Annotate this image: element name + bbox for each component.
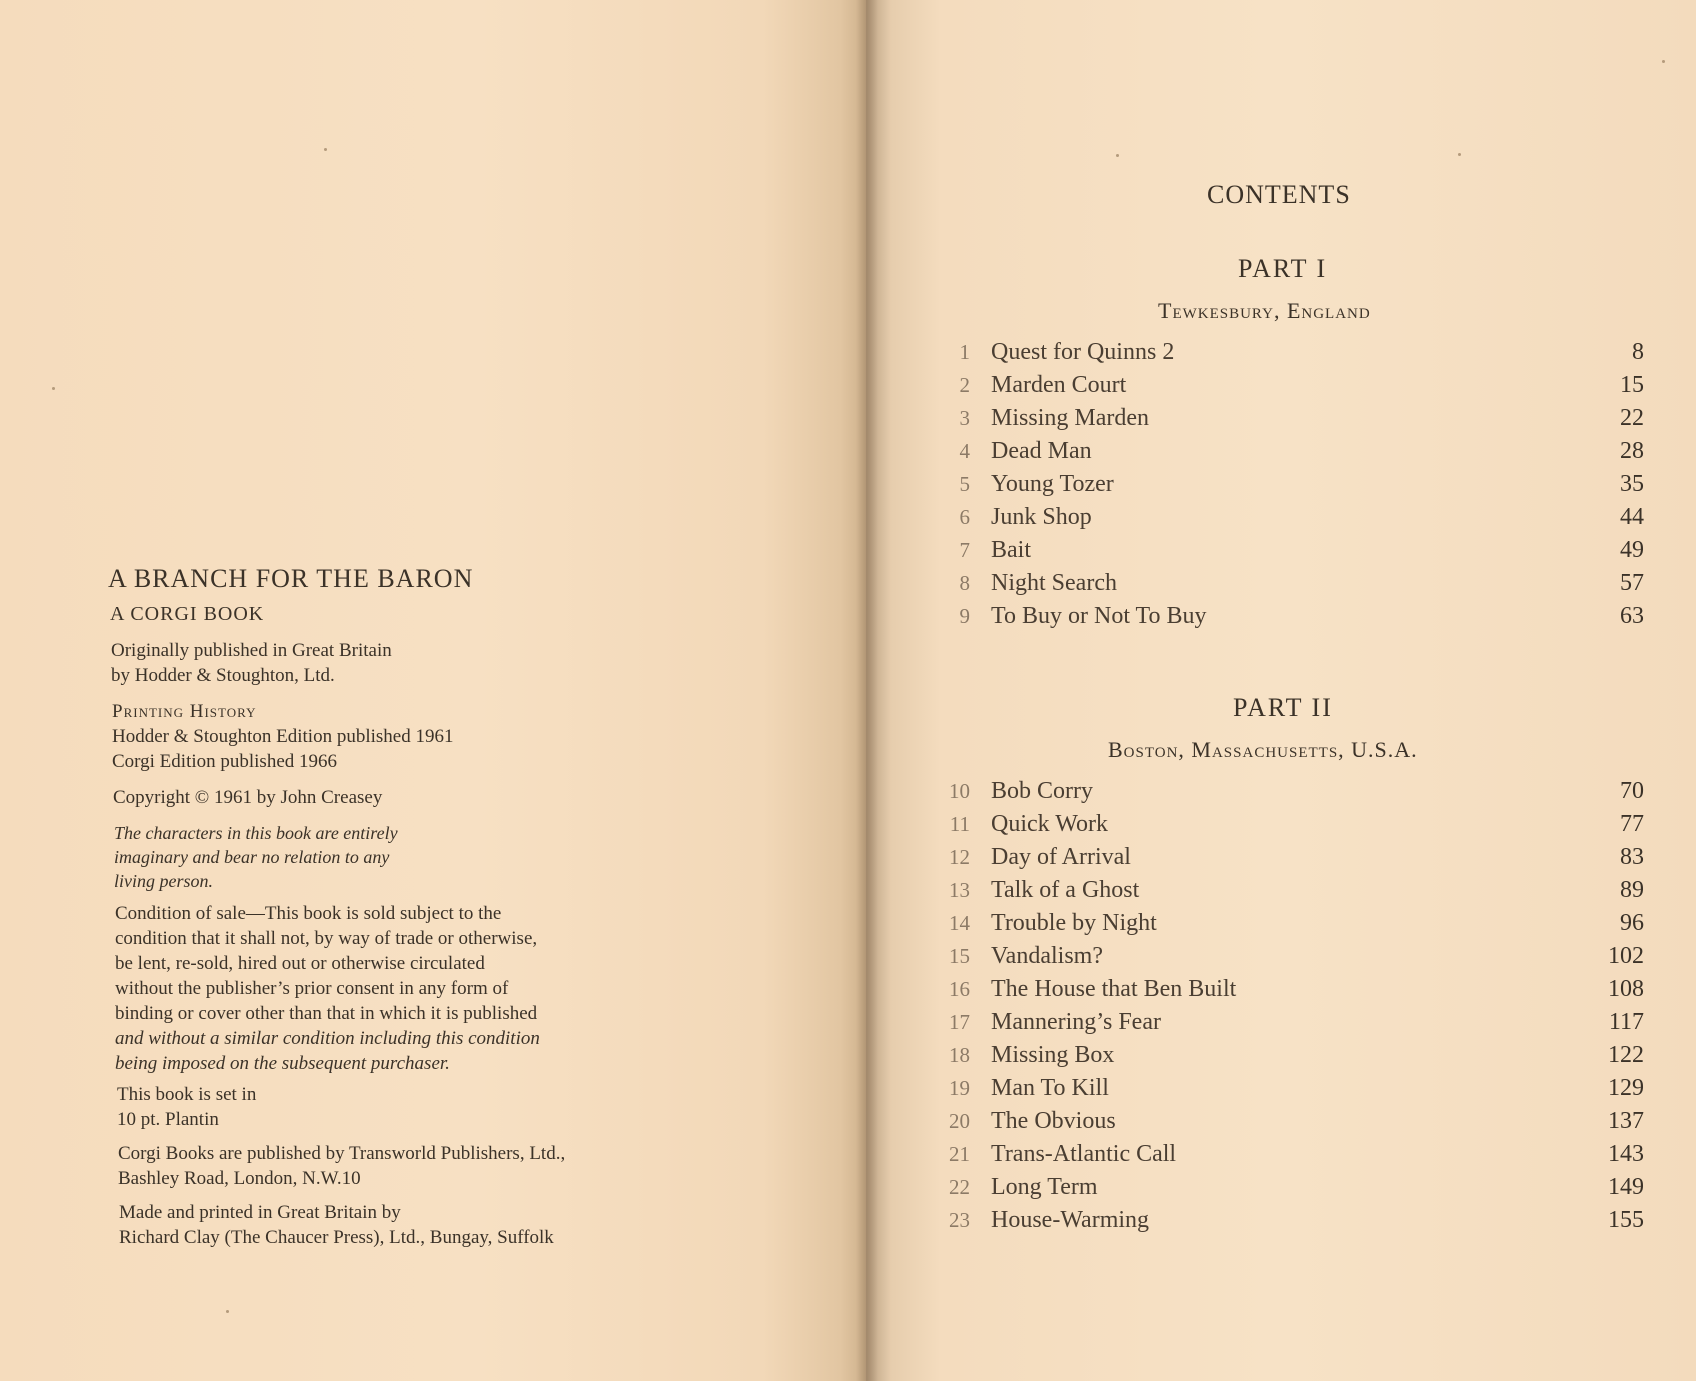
toc-entry: 14 Trouble by Night 96: [949, 910, 1644, 936]
paper-speck: [226, 1310, 229, 1313]
toc-entry: 4 Dead Man 28: [959, 438, 1644, 464]
toc-entry: 8 Night Search 57: [959, 570, 1644, 596]
paper-speck: [1116, 154, 1119, 157]
paper-speck: [324, 148, 327, 151]
toc-entry: 3 Missing Marden 22: [959, 405, 1644, 431]
part-one-chapter-list: [940, 336, 1644, 633]
toc-entry: 18 Missing Box 122: [949, 1042, 1644, 1068]
paper-speck: [1458, 153, 1461, 156]
copyright-notice: Copyright © 1961 by John Creasey: [113, 787, 383, 808]
part-two-title: PART II: [1233, 693, 1333, 722]
toc-entry: 7 Bait 49: [959, 537, 1644, 563]
toc-entry: 2 Marden Court 15: [959, 372, 1644, 398]
toc-entry: 15 Vandalism? 102: [949, 943, 1644, 969]
toc-entry: 9 To Buy or Not To Buy 63: [959, 603, 1644, 629]
toc-entry: 19 Man To Kill 129: [949, 1075, 1644, 1101]
part-one-title: PART I: [1238, 254, 1328, 283]
typeface-note: This book is set in 10 pt. Plantin: [117, 1084, 257, 1130]
toc-entry: 16 The House that Ben Built 108: [949, 976, 1644, 1002]
fiction-disclaimer: The characters in this book are entirely imaginary and bear no relation to any living person.: [114, 823, 398, 891]
paper-speck: [1662, 60, 1665, 63]
book-series: A CORGI BOOK: [110, 603, 265, 625]
part-one-subtitle: Tewkesbury, England: [1158, 298, 1371, 323]
printing-history-heading: Printing History: [112, 701, 257, 722]
toc-entry: 21 Trans-Atlantic Call 143: [949, 1141, 1644, 1167]
toc-entry: 23 House-Warming 155: [949, 1207, 1644, 1233]
paper-speck: [52, 387, 55, 390]
part-two-subtitle: Boston, Massachusetts, U.S.A.: [1108, 737, 1418, 762]
printer-note: Made and printed in Great Britain by Richard Clay (The Chaucer Press), Ltd., Bungay, Suffolk: [119, 1202, 554, 1248]
toc-entry: 1 Quest for Quinns 2 8: [959, 339, 1644, 365]
toc-entry: 13 Talk of a Ghost 89: [949, 877, 1644, 903]
toc-entry: 6 Junk Shop 44: [959, 504, 1644, 530]
toc-entry: 20 The Obvious 137: [949, 1108, 1644, 1134]
toc-entry: 17 Mannering’s Fear 117: [949, 1009, 1644, 1035]
book-gutter: [856, 0, 878, 1381]
toc-entry: 11 Quick Work 77: [949, 811, 1644, 837]
publisher-note: Corgi Books are published by Transworld Publishers, Ltd., Bashley Road, London, N.W.10: [118, 1143, 566, 1189]
toc-entry: 10 Bob Corry 70: [949, 778, 1644, 804]
original-publication: Originally published in Great Britain by Hodder & Stoughton, Ltd.: [111, 640, 392, 686]
book-title: A BRANCH FOR THE BARON: [108, 564, 474, 593]
condition-of-sale: Condition of sale—This book is sold subject to the condition that it shall not, by way of trade or otherwise, be lent, re-sold, hired out or otherwise circulated without the publisher’s prior consent in any form of binding or cover other than that in which it is published and without a similar condition including this condition being imposed on the subsequent purchaser.: [115, 903, 540, 1074]
toc-entry: 22 Long Term 149: [949, 1174, 1644, 1200]
part-two-chapter-list: [940, 775, 1644, 1237]
contents-heading: CONTENTS: [1207, 180, 1351, 209]
printing-history: Printing History Hodder & Stoughton Edition published 1961 Corgi Edition published 1966: [112, 701, 454, 772]
toc-entry: 5 Young Tozer 35: [959, 471, 1644, 497]
toc-entry: 12 Day of Arrival 83: [949, 844, 1644, 870]
